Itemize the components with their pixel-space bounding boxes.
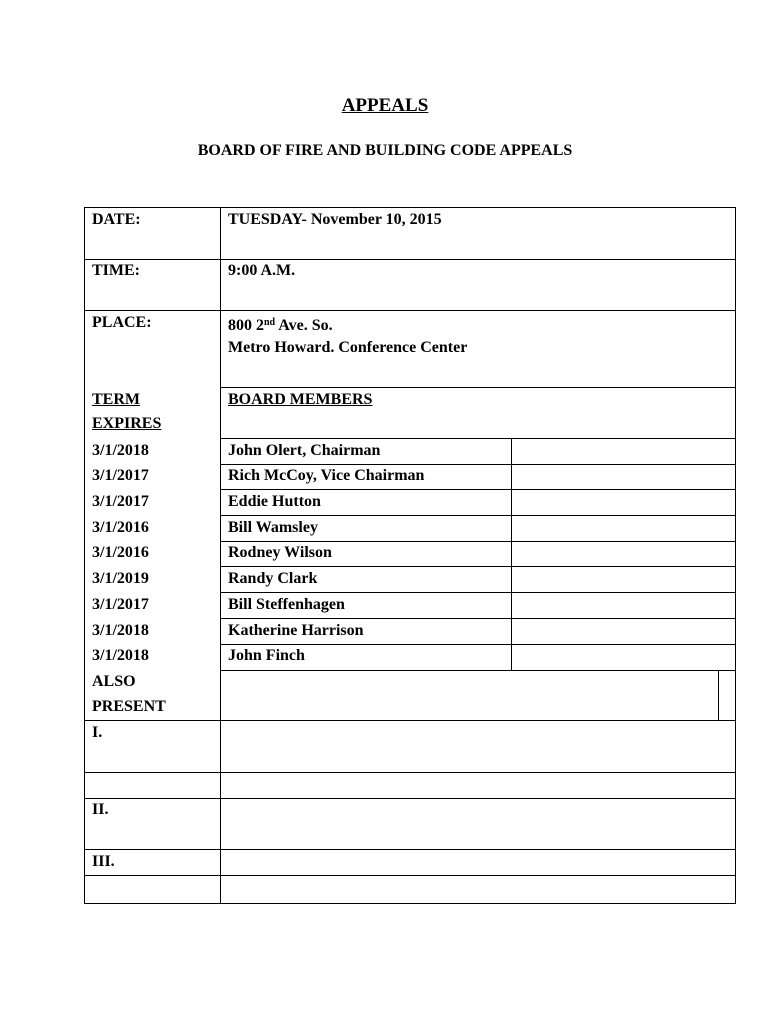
row-divider [220,566,736,567]
term-expires-label: TERM [92,391,140,408]
member-name: John Olert, Chairman [228,442,381,459]
member-term: 3/1/2018 [92,647,149,664]
row-divider [84,875,736,876]
row-divider [220,387,736,388]
also-present-inner-divider [718,670,719,720]
member-term: 3/1/2019 [92,570,149,587]
place-venue: Metro Howard. Conference Center [228,339,468,356]
page-title: APPEALS [341,95,429,116]
place-label: PLACE: [92,314,152,331]
members-extra-column-divider [511,438,512,670]
section-three-label: III. [92,853,115,870]
member-term: 3/1/2017 [92,467,149,484]
member-name: John Finch [228,647,305,664]
place-address-number: 800 2 [228,317,264,334]
row-divider [220,438,736,439]
section-one-label: I. [92,724,103,741]
member-name: Bill Steffenhagen [228,596,345,613]
member-term: 3/1/2016 [92,544,149,561]
row-divider [220,592,736,593]
also-present-label: ALSO [92,673,136,690]
row-divider [220,644,736,645]
row-divider [84,720,736,721]
member-name: Katherine Harrison [228,622,364,639]
also-present-label-2: PRESENT [92,698,166,715]
member-term: 3/1/2016 [92,519,149,536]
member-name: Eddie Hutton [228,493,321,510]
row-divider [84,310,736,311]
place-address-ordinal: nd [264,317,276,328]
row-divider [220,618,736,619]
term-expires-label-2: EXPIRES [92,415,162,432]
page-subtitle: BOARD OF FIRE AND BUILDING CODE APPEALS [197,142,573,159]
member-term: 3/1/2018 [92,442,149,459]
agenda-table [84,207,736,904]
place-address [228,313,333,336]
member-name: Randy Clark [228,570,318,587]
member-term: 3/1/2017 [92,493,149,510]
row-divider [220,670,736,671]
row-divider [220,464,736,465]
date-label: DATE: [92,211,141,228]
row-divider [220,541,736,542]
row-divider [84,772,736,773]
column-divider [220,207,221,904]
row-divider [220,515,736,516]
time-value: 9:00 A.M. [228,262,296,279]
member-term: 3/1/2018 [92,622,149,639]
row-divider [84,798,736,799]
place-address-street: Ave. So. [275,317,333,334]
row-divider [84,849,736,850]
member-name: Rodney Wilson [228,544,332,561]
row-divider [220,489,736,490]
member-term: 3/1/2017 [92,596,149,613]
section-two-label: II. [92,801,109,818]
row-divider [84,259,736,260]
board-members-label: BOARD MEMBERS [228,391,373,408]
member-name: Rich McCoy, Vice Chairman [228,467,425,484]
date-value: TUESDAY- November 10, 2015 [228,211,442,228]
time-label: TIME: [92,262,140,279]
member-name: Bill Wamsley [228,519,318,536]
